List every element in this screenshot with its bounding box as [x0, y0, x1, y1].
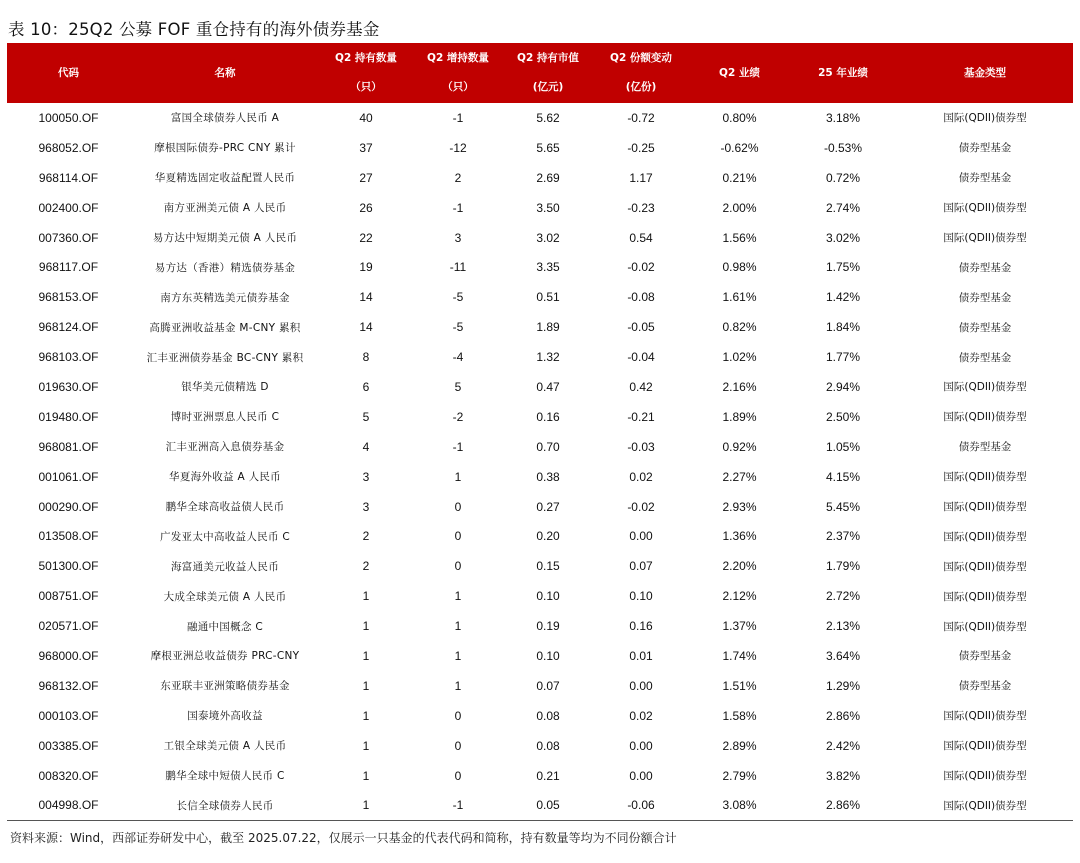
cell-code: 002400.OF [38, 200, 99, 215]
column-header-q2-increase-count [412, 43, 504, 103]
cell-q2-increase-count: 1 [454, 469, 462, 484]
cell-q2-performance: 0.92% [722, 439, 757, 454]
cell-code: 968103.OF [38, 350, 99, 365]
cell-q2-increase-count: 5 [454, 379, 462, 394]
cell-name: 汇丰亚洲高入息债券基金 [165, 441, 285, 454]
cell-code: 968000.OF [38, 648, 99, 663]
cell-name: 东亚联丰亚洲策略债券基金 [160, 680, 290, 693]
table-row [7, 701, 1073, 731]
cell-q2-holdings-count: 3 [362, 469, 370, 484]
cell-code: 019480.OF [38, 409, 99, 424]
cell-q2-increase-count: -4 [452, 350, 464, 365]
cell-q2-increase-count: -5 [452, 290, 464, 305]
cell-q2-performance: 2.89% [722, 738, 757, 753]
cell-ytd-performance: 1.29% [825, 678, 861, 693]
cell-name: 鹏华全球中短债人民币 C [165, 770, 285, 783]
column-header-q2-performance [690, 43, 789, 103]
cell-q2-market-value: 0.70 [536, 439, 560, 454]
cell-q2-share-change: 0.07 [629, 559, 653, 574]
cell-q2-increase-count: 0 [454, 499, 462, 514]
cell-q2-holdings-count: 1 [320, 790, 412, 820]
table-row [7, 731, 1073, 761]
cell-fund-type: 国际(QDII)债券型 [943, 770, 1027, 783]
cell-q2-holdings-count: 1 [362, 768, 370, 783]
cell-code: 968117.OF [38, 260, 99, 275]
cell-fund-type: 债券型基金 [958, 261, 1012, 274]
cell-q2-share-change: -0.21 [627, 409, 655, 424]
source-note: 资料来源：Wind，西部证券研发中心，截至 2025.07.22，仅展示一只基金的代表代码和简称，持有数量等均为不同份额合计 [10, 831, 677, 845]
table-row [7, 163, 1073, 193]
cell-name: 博时亚洲票息人民币 C [170, 411, 280, 424]
cell-fund-type: 国际(QDII)债券型 [943, 501, 1027, 514]
cell-q2-market-value: 0.05 [504, 790, 592, 820]
column-header-label: 名称 [214, 66, 236, 79]
cell-q2-increase-count: -1 [452, 110, 464, 125]
cell-name: 高腾亚洲收益基金 M-CNY 累积 [149, 321, 301, 334]
table-row [7, 312, 1073, 342]
column-header-unit: （只） [442, 81, 474, 93]
header-row [7, 43, 1073, 103]
cell-name: 长信全球债券人民币 [130, 790, 320, 820]
cell-q2-share-change: -0.03 [627, 439, 655, 454]
cell-q2-market-value: 0.08 [536, 738, 560, 753]
cell-q2-holdings-count: 1 [362, 738, 370, 753]
table-row [7, 611, 1073, 641]
cell-q2-share-change: 0.10 [629, 589, 653, 604]
cell-q2-market-value: 5.62 [536, 110, 560, 125]
cell-q2-performance: 2.20% [722, 559, 757, 574]
cell-fund-type: 债券型基金 [958, 351, 1012, 364]
cell-fund-type: 国际(QDII)债券型 [897, 790, 1073, 820]
cell-q2-performance: 2.93% [722, 499, 757, 514]
cell-q2-market-value: 3.35 [536, 260, 560, 275]
cell-q2-holdings-count: 6 [362, 379, 370, 394]
cell-q2-performance: 0.80% [722, 110, 757, 125]
table-header [7, 43, 1073, 103]
cell-q2-performance: 1.51% [722, 678, 757, 693]
cell-q2-market-value: 3.50 [536, 200, 560, 215]
table-row [7, 103, 1073, 133]
table-row [7, 223, 1073, 253]
cell-q2-increase-count: -12 [449, 140, 467, 155]
cell-q2-share-change: 0.00 [629, 768, 653, 783]
cell-q2-performance: -0.62% [720, 140, 759, 155]
cell-code: 000103.OF [38, 708, 99, 723]
cell-q2-holdings-count: 3 [362, 499, 370, 514]
cell-q2-increase-count: 1 [454, 678, 462, 693]
column-header-label: Q2 持有市值 [517, 52, 579, 64]
cell-q2-increase-count: 1 [454, 589, 462, 604]
column-header-q2-share-change [592, 43, 690, 103]
table-row [7, 641, 1073, 671]
column-header-unit: （只） [350, 81, 382, 93]
cell-q2-performance: 2.79% [722, 768, 757, 783]
cell-ytd-performance: 2.94% [825, 379, 861, 394]
cell-q2-share-change: 0.54 [629, 230, 653, 245]
column-header-label: Q2 增持数量 [427, 52, 489, 64]
cell-fund-type: 国际(QDII)债券型 [943, 710, 1027, 723]
table-row [7, 462, 1073, 492]
cell-q2-holdings-count: 40 [359, 110, 373, 125]
cell-ytd-performance: 3.02% [825, 230, 861, 245]
cell-q2-performance: 1.36% [722, 529, 757, 544]
cell-ytd-performance: 2.37% [825, 529, 861, 544]
cell-code: 501300.OF [38, 559, 99, 574]
cell-q2-increase-count: -5 [452, 320, 464, 335]
cell-q2-performance: 1.58% [722, 708, 757, 723]
cell-q2-increase-count: 1 [454, 648, 462, 663]
column-header-code [7, 43, 130, 103]
cell-ytd-performance: -0.53% [823, 140, 863, 155]
cell-q2-market-value: 0.27 [536, 499, 560, 514]
cell-q2-share-change: 0.02 [629, 708, 653, 723]
cell-q2-market-value: 0.21 [536, 768, 560, 783]
cell-code: 008751.OF [38, 589, 99, 604]
cell-code: 001061.OF [38, 469, 99, 484]
table-row [7, 671, 1073, 701]
cell-name: 摩根亚洲总收益债券 PRC-CNY [150, 650, 300, 663]
cell-q2-share-change: 0.42 [629, 379, 653, 394]
cell-q2-share-change: -0.08 [627, 290, 655, 305]
column-header-label: Q2 份额变动 [610, 52, 672, 64]
cell-name: 南方亚洲美元债 A 人民币 [163, 202, 287, 215]
cell-code: 968114.OF [38, 170, 99, 185]
cell-ytd-performance: 2.13% [825, 619, 861, 634]
cell-fund-type: 债券型基金 [958, 172, 1012, 185]
cell-q2-holdings-count: 1 [362, 678, 370, 693]
table-row [7, 551, 1073, 581]
table-row [7, 402, 1073, 432]
table-row [7, 133, 1073, 163]
cell-q2-increase-count: -2 [452, 409, 464, 424]
cell-q2-performance: 1.02% [722, 350, 757, 365]
cell-q2-increase-count: -11 [449, 260, 467, 275]
cell-q2-increase-count: 0 [454, 529, 462, 544]
cell-q2-performance: 0.21% [722, 170, 757, 185]
table-row [7, 432, 1073, 462]
cell-q2-increase-count: -1 [452, 200, 464, 215]
cell-q2-performance: 1.89% [722, 409, 757, 424]
cell-ytd-performance: 5.45% [825, 499, 861, 514]
cell-name: 华夏海外收益 A 人民币 [169, 471, 281, 484]
cell-q2-holdings-count: 5 [362, 409, 370, 424]
cell-name: 海富通美元收益人民币 [171, 560, 279, 573]
table-row [7, 252, 1073, 282]
cell-q2-market-value: 0.10 [536, 648, 560, 663]
cell-q2-performance: 2.27% [722, 469, 757, 484]
cell-q2-performance: 1.56% [722, 230, 757, 245]
cell-ytd-performance: 2.50% [825, 409, 861, 424]
cell-ytd-performance: 2.42% [825, 738, 861, 753]
cell-q2-share-change: 0.02 [629, 469, 653, 484]
cell-code: 968124.OF [38, 320, 99, 335]
column-header-label: 25 年业绩 [818, 66, 868, 79]
cell-q2-market-value: 1.32 [536, 350, 560, 365]
cell-q2-share-change: 0.00 [629, 738, 653, 753]
cell-ytd-performance: 1.05% [825, 439, 861, 454]
cell-q2-share-change: -0.23 [627, 200, 655, 215]
column-header-unit: (亿份) [625, 81, 657, 93]
cell-fund-type: 国际(QDII)债券型 [943, 740, 1027, 753]
cell-q2-holdings-count: 14 [359, 320, 373, 335]
cell-q2-market-value: 3.02 [536, 230, 560, 245]
cell-q2-share-change: -0.04 [627, 350, 655, 365]
cell-q2-holdings-count: 2 [362, 559, 370, 574]
cell-q2-share-change: 0.00 [629, 529, 653, 544]
cell-ytd-performance: 1.84% [825, 320, 861, 335]
column-header-label: 代码 [58, 66, 79, 79]
cell-name: 融通中国概念 C [186, 620, 264, 633]
cell-name: 华夏精选固定收益配置人民币 [154, 172, 296, 185]
cell-q2-market-value: 0.07 [536, 678, 560, 693]
cell-code: 019630.OF [38, 379, 99, 394]
cell-name: 大成全球美元债 A 人民币 [163, 590, 287, 603]
cell-fund-type: 债券型基金 [958, 680, 1012, 693]
column-header-q2-holdings-count [320, 43, 412, 103]
table-row [7, 581, 1073, 611]
cell-code: 020571.OF [38, 619, 99, 634]
cell-fund-type: 国际(QDII)债券型 [943, 202, 1027, 215]
cell-q2-holdings-count: 27 [359, 170, 373, 185]
cell-fund-type: 国际(QDII)债券型 [943, 381, 1027, 394]
cell-ytd-performance: 4.15% [825, 469, 861, 484]
cell-q2-market-value: 0.08 [536, 708, 560, 723]
cell-fund-type: 国际(QDII)债券型 [943, 112, 1027, 125]
cell-code: 968081.OF [38, 439, 99, 454]
cell-q2-increase-count: 0 [454, 559, 462, 574]
cell-q2-share-change: 0.16 [629, 619, 653, 634]
cell-q2-performance: 3.08% [690, 790, 789, 820]
cell-q2-holdings-count: 19 [359, 260, 373, 275]
fund-holdings-table [7, 43, 1073, 821]
cell-q2-share-change: 0.01 [629, 648, 653, 663]
cell-q2-holdings-count: 1 [362, 619, 370, 634]
cell-fund-type: 债券型基金 [958, 291, 1012, 304]
cell-q2-share-change: -0.06 [592, 790, 690, 820]
column-header-label: 基金类型 [964, 66, 1006, 79]
cell-q2-performance: 2.16% [722, 379, 757, 394]
cell-q2-market-value: 0.10 [536, 589, 560, 604]
cell-q2-share-change: -0.02 [627, 260, 655, 275]
cell-q2-increase-count: 2 [454, 170, 462, 185]
table-row [7, 282, 1073, 312]
cell-q2-holdings-count: 14 [359, 290, 373, 305]
column-header-label: Q2 业绩 [719, 66, 760, 79]
column-header-ytd-performance [789, 43, 897, 103]
cell-code: 004998.OF [7, 790, 130, 820]
cell-ytd-performance: 3.64% [825, 648, 861, 663]
cell-name: 易方达中短期美元债 A 人民币 [152, 232, 298, 244]
cell-ytd-performance: 2.86% [825, 708, 861, 723]
cell-code: 007360.OF [38, 230, 99, 245]
column-header-label: Q2 持有数量 [335, 52, 397, 64]
cell-q2-market-value: 0.19 [536, 619, 560, 634]
cell-q2-increase-count: 0 [454, 768, 462, 783]
cell-name: 国泰境外高收益 [187, 710, 263, 723]
cell-q2-holdings-count: 1 [362, 708, 370, 723]
table-body [7, 103, 1073, 820]
table-row [7, 193, 1073, 223]
cell-q2-share-change: -0.25 [627, 140, 655, 155]
cell-q2-performance: 2.12% [722, 589, 757, 604]
cell-q2-performance: 1.37% [722, 619, 757, 634]
cell-q2-holdings-count: 26 [359, 200, 373, 215]
cell-q2-increase-count: 0 [454, 708, 462, 723]
cell-code: 013508.OF [38, 529, 99, 544]
cell-ytd-performance: 1.79% [825, 559, 861, 574]
cell-q2-holdings-count: 4 [362, 439, 370, 454]
cell-fund-type: 国际(QDII)债券型 [943, 411, 1027, 424]
cell-q2-share-change: 1.17 [629, 170, 653, 185]
cell-q2-market-value: 0.15 [536, 559, 560, 574]
cell-fund-type: 国际(QDII)债券型 [943, 560, 1027, 573]
cell-q2-increase-count: 1 [454, 619, 462, 634]
column-header-unit: (亿元) [532, 81, 564, 93]
cell-code: 968153.OF [38, 290, 99, 305]
cell-q2-performance: 1.61% [722, 290, 757, 305]
cell-ytd-performance: 0.72% [825, 170, 861, 185]
cell-code: 000290.OF [38, 499, 99, 514]
cell-q2-holdings-count: 22 [359, 230, 373, 245]
cell-ytd-performance: 1.42% [825, 290, 861, 305]
cell-q2-share-change: 0.00 [629, 678, 653, 693]
cell-fund-type: 国际(QDII)债券型 [943, 471, 1027, 484]
table-row [7, 372, 1073, 402]
table-row [7, 761, 1073, 791]
cell-name: 摩根国际债券-PRC CNY 累计 [154, 142, 296, 155]
cell-ytd-performance: 2.74% [825, 200, 861, 215]
table-title: 表 10：25Q2 公募 FOF 重仓持有的海外债券基金 [8, 20, 380, 39]
cell-q2-holdings-count: 37 [359, 140, 373, 155]
cell-name: 广发亚太中高收益人民币 C [159, 530, 291, 543]
cell-name: 富国全球债券人民币 A [170, 112, 280, 125]
cell-q2-market-value: 5.65 [536, 140, 560, 155]
column-header-q2-market-value [504, 43, 592, 103]
cell-code: 968132.OF [38, 678, 99, 693]
cell-fund-type: 债券型基金 [958, 650, 1012, 663]
cell-fund-type: 债券型基金 [958, 441, 1012, 454]
cell-q2-performance: 0.82% [722, 320, 757, 335]
cell-q2-market-value: 0.47 [536, 379, 560, 394]
cell-q2-market-value: 0.38 [536, 469, 560, 484]
cell-ytd-performance: 2.72% [825, 589, 861, 604]
cell-q2-increase-count: -1 [452, 439, 464, 454]
cell-name: 工银全球美元债 A 人民币 [163, 740, 287, 753]
cell-fund-type: 国际(QDII)债券型 [943, 232, 1027, 244]
cell-fund-type: 国际(QDII)债券型 [943, 590, 1027, 603]
cell-fund-type: 国际(QDII)债券型 [943, 530, 1027, 543]
cell-q2-increase-count: 3 [454, 230, 462, 245]
cell-q2-performance: 2.00% [722, 200, 757, 215]
column-header-fund-type [897, 43, 1073, 103]
table-row [7, 492, 1073, 522]
cell-q2-market-value: 0.16 [536, 409, 560, 424]
cell-code: 008320.OF [38, 768, 99, 783]
cell-name: 鹏华全球高收益债人民币 [165, 501, 285, 514]
cell-ytd-performance: 1.75% [825, 260, 861, 275]
cell-q2-market-value: 0.20 [536, 529, 560, 544]
cell-ytd-performance: 2.86% [789, 790, 897, 820]
cell-q2-performance: 0.98% [722, 260, 757, 275]
cell-code: 100050.OF [38, 110, 99, 125]
cell-name: 南方东英精选美元债券基金 [160, 291, 290, 304]
cell-q2-increase-count: 0 [454, 738, 462, 753]
column-header-name [130, 43, 320, 103]
cell-ytd-performance: 1.77% [825, 350, 861, 365]
cell-q2-market-value: 1.89 [536, 320, 560, 335]
cell-code: 003385.OF [38, 738, 99, 753]
cell-q2-performance: 1.74% [722, 648, 757, 663]
cell-q2-share-change: -0.05 [627, 320, 655, 335]
cell-ytd-performance: 3.18% [825, 110, 861, 125]
cell-q2-holdings-count: 8 [362, 350, 370, 365]
cell-fund-type: 债券型基金 [958, 321, 1012, 334]
cell-q2-share-change: -0.72 [627, 110, 655, 125]
cell-fund-type: 国际(QDII)债券型 [943, 620, 1027, 633]
cell-name: 银华美元债精选 D [181, 381, 269, 394]
cell-q2-holdings-count: 2 [362, 529, 370, 544]
cell-code: 968052.OF [38, 140, 99, 155]
table-row [7, 790, 1073, 820]
cell-q2-holdings-count: 1 [362, 589, 370, 604]
cell-q2-market-value: 0.51 [536, 290, 560, 305]
cell-q2-increase-count: -1 [412, 790, 504, 820]
cell-q2-share-change: -0.02 [627, 499, 655, 514]
cell-name: 汇丰亚洲债券基金 BC-CNY 累积 [146, 351, 304, 364]
cell-q2-holdings-count: 1 [362, 648, 370, 663]
cell-fund-type: 债券型基金 [958, 142, 1012, 155]
table-row [7, 521, 1073, 551]
table-row [7, 342, 1073, 372]
cell-ytd-performance: 3.82% [825, 768, 861, 783]
cell-q2-market-value: 2.69 [536, 170, 560, 185]
cell-name: 易方达（香港）精选债券基金 [154, 261, 296, 274]
